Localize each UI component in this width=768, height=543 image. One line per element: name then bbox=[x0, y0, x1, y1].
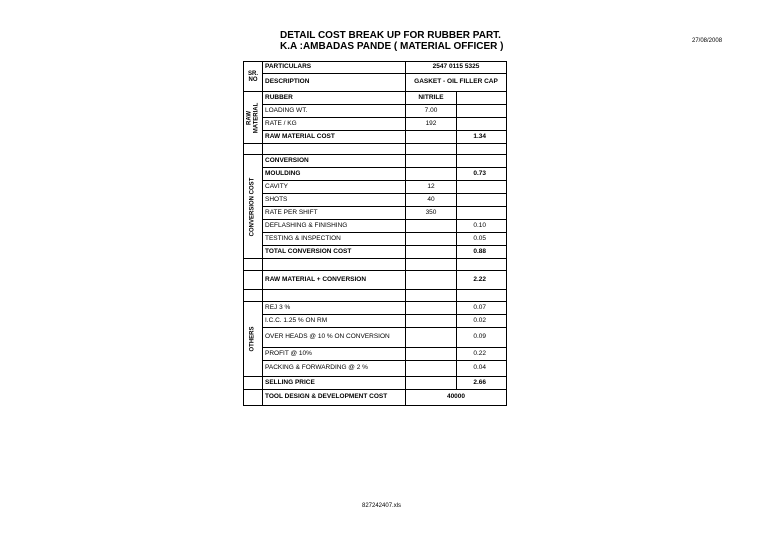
empty-cell bbox=[406, 155, 457, 168]
empty-cell bbox=[406, 377, 457, 390]
empty-cell bbox=[457, 290, 507, 302]
cavity-value: 12 bbox=[406, 181, 457, 194]
empty-cell bbox=[406, 348, 457, 361]
empty-cell bbox=[457, 92, 507, 105]
rm-cost-value: 1.34 bbox=[457, 131, 507, 144]
table-row bbox=[244, 377, 507, 390]
empty-cell bbox=[263, 259, 406, 271]
date-label: 27/08/2008 bbox=[692, 38, 723, 44]
empty-cell bbox=[406, 361, 457, 377]
description-value: GASKET - OIL FILLER CAP bbox=[406, 74, 507, 92]
empty-cell bbox=[406, 144, 457, 155]
profit-label: PROFIT @ 10% bbox=[263, 348, 406, 361]
total-conversion-value: 0.88 bbox=[457, 246, 507, 259]
title-line-1: DETAIL COST BREAK UP FOR RUBBER PART. bbox=[280, 30, 501, 41]
empty-cell bbox=[457, 155, 507, 168]
table-row bbox=[244, 118, 507, 131]
table-row bbox=[244, 348, 507, 361]
loading-label: LOADING WT. bbox=[263, 105, 406, 118]
overheads-label: OVER HEADS @ 10 % ON CONVERSION bbox=[263, 328, 406, 348]
sr-no-header: SR. NO bbox=[244, 62, 263, 92]
empty-cell bbox=[406, 302, 457, 315]
empty-cell bbox=[263, 144, 406, 155]
empty-cell bbox=[406, 168, 457, 181]
rubber-label: RUBBER bbox=[263, 92, 406, 105]
rate-per-shift-label: RATE PER SHIFT bbox=[263, 207, 406, 220]
table-row bbox=[244, 62, 507, 74]
packing-label: PACKING & FORWARDING @ 2 % bbox=[263, 361, 406, 377]
table-row bbox=[244, 155, 507, 168]
table-row bbox=[244, 328, 507, 348]
empty-cell bbox=[406, 131, 457, 144]
tool-cost-value: 40000 bbox=[406, 390, 507, 406]
empty-cell bbox=[457, 144, 507, 155]
table-row bbox=[244, 361, 507, 377]
testing-label: TESTING & INSPECTION bbox=[263, 233, 406, 246]
deflashing-value: 0.10 bbox=[457, 220, 507, 233]
icc-value: 0.02 bbox=[457, 315, 507, 328]
icc-label: I.C.C. 1.25 % ON RM bbox=[263, 315, 406, 328]
empty-cell bbox=[406, 271, 457, 290]
empty-cell bbox=[244, 259, 263, 271]
empty-cell bbox=[457, 105, 507, 118]
table-row bbox=[244, 302, 507, 315]
filename-footer: 827242407.xls bbox=[362, 503, 402, 509]
rej-value: 0.07 bbox=[457, 302, 507, 315]
rm-plus-conversion-label: RAW MATERIAL + CONVERSION bbox=[263, 271, 406, 290]
section-raw-material bbox=[244, 92, 263, 144]
deflashing-label: DEFLASHING & FINISHING bbox=[263, 220, 406, 233]
rate-value: 192 bbox=[406, 118, 457, 131]
empty-cell bbox=[244, 271, 263, 290]
moulding-value: 0.73 bbox=[457, 168, 507, 181]
profit-value: 0.22 bbox=[457, 348, 507, 361]
table-row bbox=[244, 168, 507, 181]
total-conversion-label: TOTAL CONVERSION COST bbox=[263, 246, 406, 259]
section-raw-material-label: RAW MATERIAL bbox=[246, 102, 259, 133]
loading-value: 7.00 bbox=[406, 105, 457, 118]
rate-per-shift-value: 350 bbox=[406, 207, 457, 220]
empty-cell bbox=[244, 290, 263, 302]
empty-cell bbox=[457, 207, 507, 220]
title-line-2: K.A :AMBADAS PANDE ( MATERIAL OFFICER ) bbox=[280, 41, 504, 52]
empty-cell bbox=[244, 390, 263, 406]
table-row bbox=[244, 220, 507, 233]
section-conversion-label: CONVERSION COST bbox=[249, 177, 256, 236]
empty-cell bbox=[244, 144, 263, 155]
shots-label: SHOTS bbox=[263, 194, 406, 207]
table-row bbox=[244, 246, 507, 259]
table-row bbox=[244, 131, 507, 144]
table-row bbox=[244, 315, 507, 328]
rate-label: RATE / KG bbox=[263, 118, 406, 131]
tool-cost-label: TOOL DESIGN & DEVELOPMENT COST bbox=[263, 390, 406, 406]
table-row bbox=[244, 92, 507, 105]
empty-cell bbox=[406, 246, 457, 259]
empty-cell bbox=[406, 328, 457, 348]
empty-cell bbox=[457, 118, 507, 131]
section-others bbox=[244, 302, 263, 377]
rubber-value: NITRILE bbox=[406, 92, 457, 105]
empty-cell bbox=[406, 220, 457, 233]
cavity-label: CAVITY bbox=[263, 181, 406, 194]
selling-price-label: SELLING PRICE bbox=[263, 377, 406, 390]
section-others-label: OTHERS bbox=[249, 326, 256, 352]
shots-value: 40 bbox=[406, 194, 457, 207]
empty-cell bbox=[406, 290, 457, 302]
description-label: DESCRIPTION bbox=[263, 74, 406, 92]
section-conversion bbox=[244, 155, 263, 259]
table-row bbox=[244, 181, 507, 194]
empty-cell bbox=[406, 315, 457, 328]
table-row bbox=[244, 207, 507, 220]
table-row bbox=[244, 74, 507, 92]
empty-cell bbox=[406, 233, 457, 246]
empty-cell bbox=[244, 377, 263, 390]
table-row bbox=[244, 259, 507, 271]
testing-value: 0.05 bbox=[457, 233, 507, 246]
table-row bbox=[244, 271, 507, 290]
table-row bbox=[244, 233, 507, 246]
table-row bbox=[244, 144, 507, 155]
table-row bbox=[244, 105, 507, 118]
empty-cell bbox=[457, 194, 507, 207]
rm-cost-label: RAW MATERIAL COST bbox=[263, 131, 406, 144]
empty-cell bbox=[457, 259, 507, 271]
part-number: 2547 0115 5325 bbox=[406, 62, 507, 74]
table-row bbox=[244, 290, 507, 302]
cost-breakup-table bbox=[243, 61, 507, 406]
empty-cell bbox=[406, 259, 457, 271]
overheads-value: 0.09 bbox=[457, 328, 507, 348]
moulding-label: MOULDING bbox=[263, 168, 406, 181]
table-row bbox=[244, 390, 507, 406]
conversion-label: CONVERSION bbox=[263, 155, 406, 168]
table-row bbox=[244, 194, 507, 207]
selling-price-value: 2.66 bbox=[457, 377, 507, 390]
empty-cell bbox=[457, 181, 507, 194]
empty-cell bbox=[263, 290, 406, 302]
particulars-label: PARTICULARS bbox=[263, 62, 406, 74]
rm-plus-conversion-value: 2.22 bbox=[457, 271, 507, 290]
packing-value: 0.04 bbox=[457, 361, 507, 377]
rej-label: REJ 3 % bbox=[263, 302, 406, 315]
